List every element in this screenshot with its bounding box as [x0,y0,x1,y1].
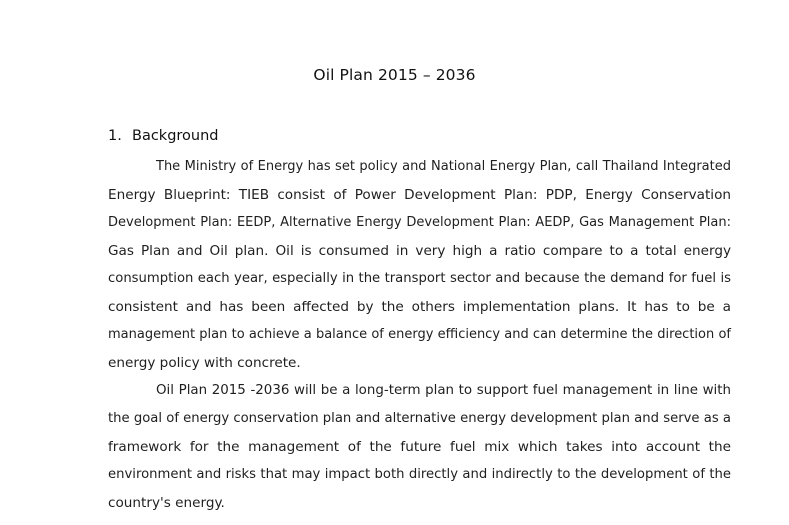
paragraph-line: Gas Plan and Oil plan. Oil is consumed in very high a ratio compare to a total energy [108,243,731,259]
paragraph-line: The Ministry of Energy has set policy and National Energy Plan, call Thailand Integrated [156,159,731,174]
paragraph-line: Oil Plan 2015 -2036 will be a long-term plan to support fuel management in line with [156,383,731,398]
paragraph-2 [108,379,731,519]
document-title: Oil Plan 2015 – 2036 [313,66,476,84]
section-body [108,155,731,519]
paragraph-line: country's energy. [108,495,225,511]
paragraph-line: consistent and has been affected by the others implementation plans. It has to be a [108,299,731,315]
paragraph-line: consumption each year, especially in the transport sector and because the demand for fuel is [108,271,731,286]
paragraph-line: management plan to achieve a balance of energy efficiency and can determine the direction of [108,327,731,342]
section-number: 1. [108,128,122,144]
section-heading-text: Background [132,128,219,144]
paragraph-line: Development Plan: EEDP, Alternative Energy Development Plan: AEDP, Gas Management Plan: [108,215,731,230]
paragraph-line: Energy Blueprint: TIEB consist of Power Development Plan: PDP, Energy Conservation [108,187,731,203]
paragraph-line: environment and risks that may impact both directly and indirectly to the development of the [108,467,731,482]
section-heading [108,128,219,144]
paragraph-line: the goal of energy conservation plan and alternative energy development plan and serve as a [108,411,731,426]
paragraph-line: energy policy with concrete. [108,355,301,371]
paragraph-line: framework for the management of the future fuel mix which takes into account the [108,439,731,455]
paragraph-1 [108,155,731,379]
